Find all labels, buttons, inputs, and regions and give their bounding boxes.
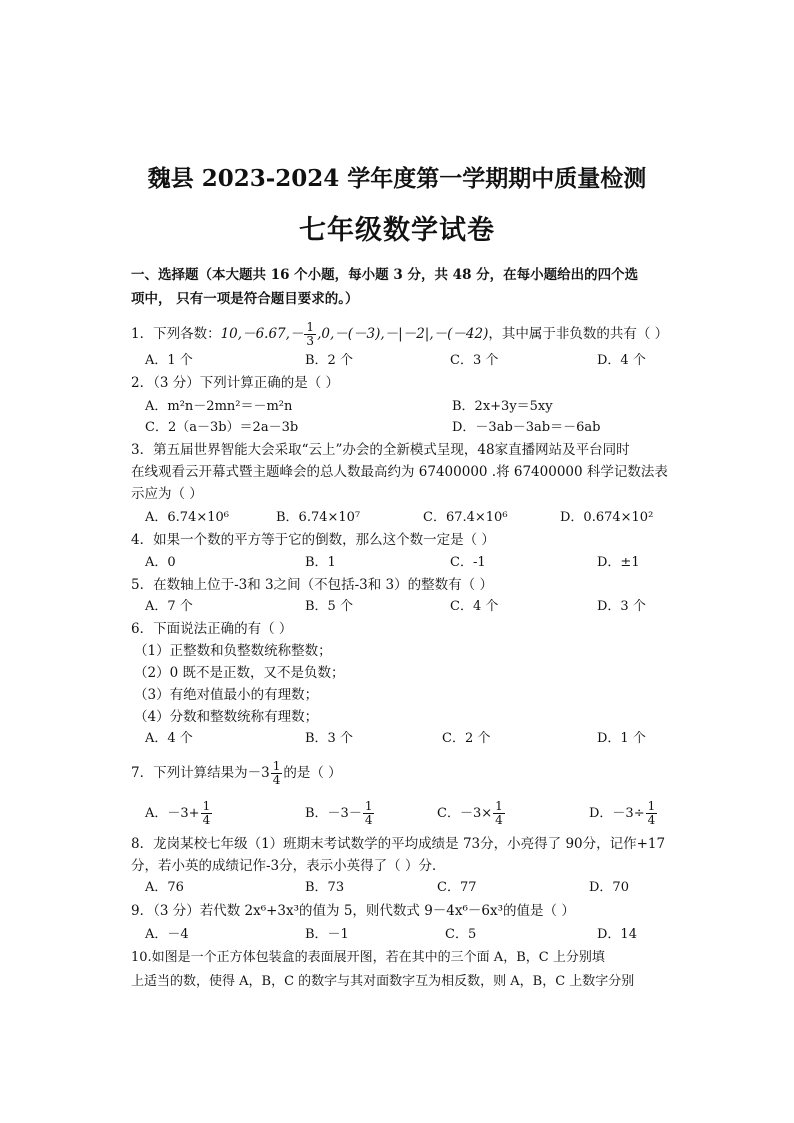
q7-stem-a: 7．下列计算结果为－3 [131,765,270,781]
q7-d-num: 1 [647,799,656,813]
q3-option-a: A．6.74×10⁶ [145,510,229,525]
q6-option-a: A．4 个 [145,731,193,746]
q7-option-b [305,800,375,827]
q7-option-d [589,800,658,827]
q1-expr-a: 10,－6.67,－ [220,326,304,342]
q7-stem-b: 的是（ ） [283,765,342,781]
q7-c-den: 4 [495,813,503,827]
q2-option-b: B．2x+3y＝5xy [452,399,553,414]
q9-option-c: C．5 [445,927,477,942]
q7-d-fraction [646,800,658,827]
q2-option-c: C．2（a－3b）＝2a－3b [145,420,299,435]
q8-option-a: A．76 [145,880,184,895]
question-5-stem: 5．在数轴上位于-3和 3之间（不包括-3和 3）的整数有（ ） [131,577,493,593]
q7-b-fraction [363,800,375,827]
q4-option-d: D．±1 [597,555,640,570]
q5-option-b: B．5 个 [305,599,353,614]
q8-option-d: D．70 [589,880,629,895]
q1-fraction [304,321,316,348]
question-8-line1: 8．龙岗某校七年级（1）班期末考试数学的平均成绩是 73分，小亮得了 90分，记作+17 [131,836,666,852]
q5-option-a: A．7 个 [145,599,193,614]
q5-option-d: D．3 个 [597,599,646,614]
q7-a-den: 4 [202,813,211,827]
question-3-line3: 示应为（ ） [131,486,203,502]
q4-option-a: A．0 [145,555,176,570]
question-1-stem [131,321,668,348]
q7-option-a [145,800,213,827]
q7-a-pre: A．－3+ [145,806,200,821]
q7-c-fraction [493,800,505,827]
q1-option-a: A．1 个 [145,353,193,368]
q6-statement-4: （4）分数和整数统称有理数； [134,709,319,725]
q6-option-b: B．3 个 [305,731,353,746]
question-2-stem: 2．（3 分）下列计算正确的是（ ） [131,375,340,391]
q7-b-pre: B．－3－ [305,806,362,821]
question-4-stem: 4．如果一个数的平方等于它的倒数，那么这个数一定是（ ） [131,532,495,548]
question-7-stem [131,760,342,787]
q3-option-b: B．6.74×10⁷ [276,510,361,525]
q7-d-den: 4 [647,813,656,827]
q1-frac-num: 1 [306,320,315,334]
q7-b-den: 4 [364,813,373,827]
q6-option-c: C．2 个 [442,731,491,746]
q9-option-a: A．－4 [145,927,189,942]
section-heading-line2: 项中， 只有一项是符合题目要求的。） [131,291,359,307]
q6-option-d: D．1 个 [597,731,646,746]
q7-b-num: 1 [364,799,373,813]
q7-c-num: 1 [495,799,503,813]
question-6-stem: 6．下面说法正确的有（ ） [131,621,293,637]
q8-option-b: B．73 [305,880,345,895]
q4-option-b: B．1 [305,555,336,570]
q5-option-c: C．4 个 [450,599,499,614]
q9-option-d: D．14 [597,927,637,942]
q9-option-b: B．－1 [305,927,349,942]
section-heading-line1: 一、选择题（本大题共 16 个小题，每小题 3 分，共 48 分，在每小题给出的四个选 [131,267,639,283]
exam-subtitle: 七年级数学试卷 [299,215,495,246]
q7-stem-frac-den: 4 [272,773,281,787]
q1-prefix: 1．下列各数： [131,326,221,342]
q6-statement-2: （2）0 既不是正数，又不是负数； [134,665,345,681]
question-3-line1: 3．第五届世界智能大会采取“云上”办会的全新模式呈现，48家直播网站及平台同时 [131,442,630,458]
question-10-line1: 10.如图是一个正方体包装盒的表面展开图，若在其中的三个面 A，B，C 上分别填 [131,950,605,965]
question-8-line2: 分，若小英的成绩记作-3分，表示小英得了（ ）分． [131,858,446,874]
question-10-line2: 上适当的数，使得 A，B，C 的数字与其对面数字互为相反数，则 A，B，C 上数字分别 [131,974,635,989]
q1-suffix: ，其中属于非负数的共有（ ） [488,326,669,342]
q2-option-d: D．－3ab－3ab＝－6ab [452,420,601,435]
q6-statement-3: （3）有绝对值最小的有理数； [134,687,319,703]
q2-option-a: A．m²n－2mn²＝－m²n [145,399,293,414]
q7-option-c [437,800,506,827]
q7-c-pre: C．－3× [437,806,493,821]
question-3-line2: 在线观看云开幕式暨主题峰会的总人数最高约为 67400000 .将 67400000 科学记数法表 [131,464,668,480]
q3-option-d: D．0.674×10² [560,510,654,525]
q7-d-pre: D．－3÷ [589,806,645,821]
exam-title: 魏县 2023-2024 学年度第一学期期中质量检测 [147,165,647,192]
q7-a-fraction [201,800,213,827]
q1-option-b: B．2 个 [305,353,353,368]
question-9-stem: 9．（3 分）若代数 2x⁶+3x³的值为 5，则代数式 9－4x⁶－6x³的值是（ ） [131,903,575,919]
q6-statement-1: （1）正整数和负整数统称整数； [134,643,332,659]
q1-option-c: C．3 个 [450,353,499,368]
q1-frac-den: 3 [306,334,315,348]
q7-a-num: 1 [202,799,211,813]
q1-expr-b: ,0,－(－3),－|－2|,－(－42) [317,326,489,342]
q8-option-c: C．77 [437,880,477,895]
q7-stem-fraction [271,760,283,787]
q4-option-c: C．-1 [450,555,486,570]
q1-option-d: D．4 个 [597,353,646,368]
q3-option-c: C．67.4×10⁶ [423,510,508,525]
q7-stem-frac-num: 1 [272,759,281,773]
